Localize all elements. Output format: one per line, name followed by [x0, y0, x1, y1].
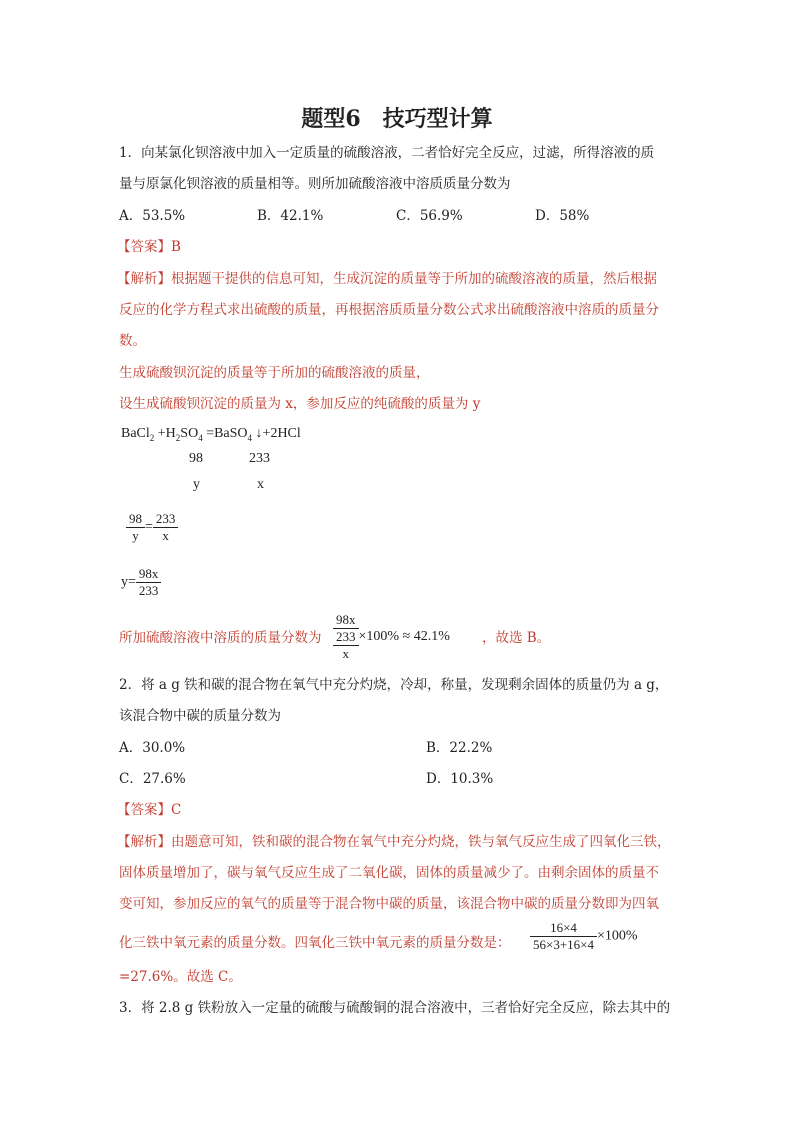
answer-tag: 【答案】: [117, 802, 171, 818]
q1-analysis-line2: 反应的化学方程式求出硫酸的质量，再根据溶质质量分数公式求出硫酸溶液中溶质的质量分: [119, 302, 659, 318]
q2-analysis-line5: =27.6%。故选 C。: [119, 969, 242, 985]
molar-mass-98: 98: [189, 451, 203, 466]
var-y: y: [193, 477, 200, 492]
analysis-tag: 【解析】: [117, 271, 171, 287]
var-x: x: [257, 477, 264, 492]
page-title: 题型6 技巧型计算: [301, 106, 493, 132]
q1-analysis-line3: 数。: [119, 333, 146, 349]
q2-option-d: D．10.3%: [426, 771, 494, 787]
y-solution: y= $\frac{98x}{233}$: [121, 566, 161, 599]
answer-tag: 【答案】: [117, 239, 171, 255]
q2-analysis-line2: 固体质量增加了，碳与氧气反应生成了二氧化碳，固体的质量减少了。由剩余固体的质量不: [119, 865, 659, 881]
analysis-text: 由题意可知，铁和碳的混合物在氧气中充分灼烧，铁与氧气反应生成了四氧化三铁，: [171, 834, 671, 850]
q1-final-choice: ，故选 B。: [482, 630, 551, 646]
q1-option-a: A．53.5%: [119, 208, 186, 224]
q1-final-text: 所加硫酸溶液中溶质的质量分数为: [119, 630, 322, 646]
q2-fraction: $\frac{16\times 4}{56\times 3+16\times 4}$ ×100%: [530, 920, 638, 953]
analysis-tag: 【解析】: [117, 834, 171, 850]
ratio-equation: $\frac{98}{y}$ = $\frac{233}{x}$: [126, 511, 178, 544]
q1-option-c: C．56.9%: [396, 208, 463, 224]
q2-answer: [117, 800, 181, 820]
q2-analysis-line1: [117, 832, 671, 852]
q2-analysis-line3: 变可知，参加反应的氧气的质量等于混合物中碳的质量，该混合物中碳的质量分数即为四氧: [119, 896, 659, 912]
q1-option-d: D．58%: [535, 208, 590, 224]
q1-final-formula: 98x 233 x ×100% ≈ 42.1%: [333, 612, 450, 662]
q1-answer: [117, 237, 181, 257]
q2-stem-line2: 该混合物中碳的质量分数为: [119, 708, 281, 724]
q2-option-c: C．27.6%: [119, 771, 186, 787]
q2-option-b: B．22.2%: [426, 740, 493, 756]
answer-value: B: [171, 239, 181, 255]
q3-stem-line1: 3．将 2.8 g 铁粉放入一定量的硫酸与硫酸铜的混合溶液中，三者恰好完全反应，除去其中的: [119, 1000, 671, 1016]
q1-analysis-line5: 设生成硫酸钡沉淀的质量为 x，参加反应的纯硫酸的质量为 y: [119, 396, 481, 412]
chemical-equation: BaCl$_2$ $+H_2SO_4$ =BaSO$_4$ ↓+2HCl: [121, 426, 301, 443]
q1-analysis-line1: [117, 269, 657, 289]
q1-stem-line2: 量与原氯化钡溶液的质量相等。则所加硫酸溶液中溶质质量分数为: [119, 176, 511, 192]
answer-value: C: [171, 802, 182, 818]
q2-analysis-line4: 化三铁中氧元素的质量分数。四氧化三铁中氧元素的质量分数是：: [119, 935, 511, 951]
q2-stem-line1: 2．将 a g 铁和碳的混合物在氧气中充分灼烧，冷却，称量，发现剩余固体的质量仍为 a g，: [119, 677, 669, 693]
q1-option-b: B．42.1%: [257, 208, 324, 224]
molar-mass-233: 233: [249, 451, 270, 466]
q1-analysis-line4: 生成硫酸钡沉淀的质量等于所加的硫酸溶液的质量，: [119, 365, 430, 381]
q1-stem-line1: 1．向某氯化钡溶液中加入一定质量的硫酸溶液，二者恰好完全反应，过滤，所得溶液的质: [119, 145, 655, 161]
q2-option-a: A．30.0%: [119, 740, 186, 756]
analysis-text: 根据题干提供的信息可知，生成沉淀的质量等于所加的硫酸溶液的质量，然后根据: [171, 271, 657, 287]
